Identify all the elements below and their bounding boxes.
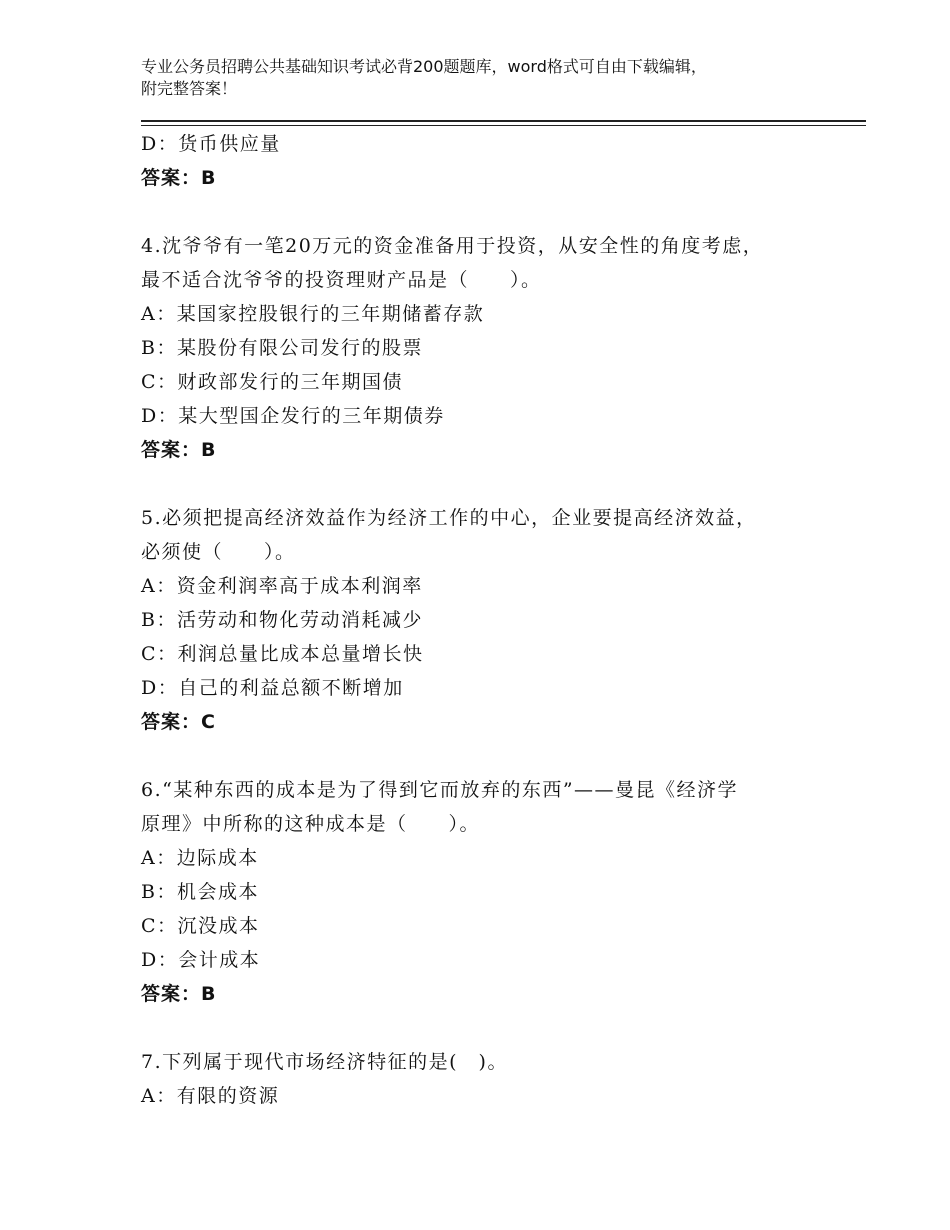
page-header [141, 56, 841, 100]
question-stem: 原理》中所称的这种成本是（ ）。 [141, 813, 481, 835]
spacer [141, 195, 866, 229]
question-3-tail [141, 127, 866, 195]
spacer [141, 739, 866, 773]
option-d: D：自己的利益总额不断增加 [141, 677, 404, 699]
question-stem: 必须使（ ）。 [141, 541, 296, 563]
option-b: B：某股份有限公司发行的股票 [141, 337, 423, 359]
option-a: A：有限的资源 [141, 1085, 280, 1107]
question-stem: 6.“某种东西的成本是为了得到它而放弃的东西”——曼昆《经济学 [141, 779, 739, 801]
question-5 [141, 501, 866, 739]
option-d: D：货币供应量 [141, 133, 281, 155]
option-c: C：利润总量比成本总量增长快 [141, 643, 424, 665]
option-c: C：沉没成本 [141, 915, 260, 937]
spacer [141, 467, 866, 501]
question-stem: 7.下列属于现代市场经济特征的是( )。 [141, 1051, 508, 1073]
header-line-1: 专业公务员招聘公共基础知识考试必背200题题库，word格式可自由下载编辑， [141, 57, 707, 76]
question-stem: 4.沈爷爷有一笔20万元的资金准备用于投资，从安全性的角度考虑， [141, 235, 764, 257]
answer: 答案：B [141, 983, 217, 1005]
header-rule-thick [141, 120, 866, 122]
option-b: B：活劳动和物化劳动消耗减少 [141, 609, 423, 631]
answer: 答案：B [141, 167, 217, 189]
answer: 答案：C [141, 711, 216, 733]
answer: 答案：B [141, 439, 217, 461]
header-line-2: 附完整答案！ [141, 79, 238, 98]
option-a: A：边际成本 [141, 847, 259, 869]
question-stem: 5.必须把提高经济效益作为经济工作的中心，企业要提高经济效益， [141, 507, 757, 529]
spacer [141, 1011, 866, 1045]
option-a: A：资金利润率高于成本利润率 [141, 575, 423, 597]
option-b: B：机会成本 [141, 881, 259, 903]
document-body [141, 127, 866, 1113]
option-c: C：财政部发行的三年期国债 [141, 371, 404, 393]
option-d: D：会计成本 [141, 949, 261, 971]
question-stem: 最不适合沈爷爷的投资理财产品是（ ）。 [141, 269, 542, 291]
question-6 [141, 773, 866, 1011]
header-rule-thin [141, 125, 866, 126]
question-4 [141, 229, 866, 467]
option-a: A：某国家控股银行的三年期储蓄存款 [141, 303, 485, 325]
question-7 [141, 1045, 866, 1113]
option-d: D：某大型国企发行的三年期债券 [141, 405, 445, 427]
